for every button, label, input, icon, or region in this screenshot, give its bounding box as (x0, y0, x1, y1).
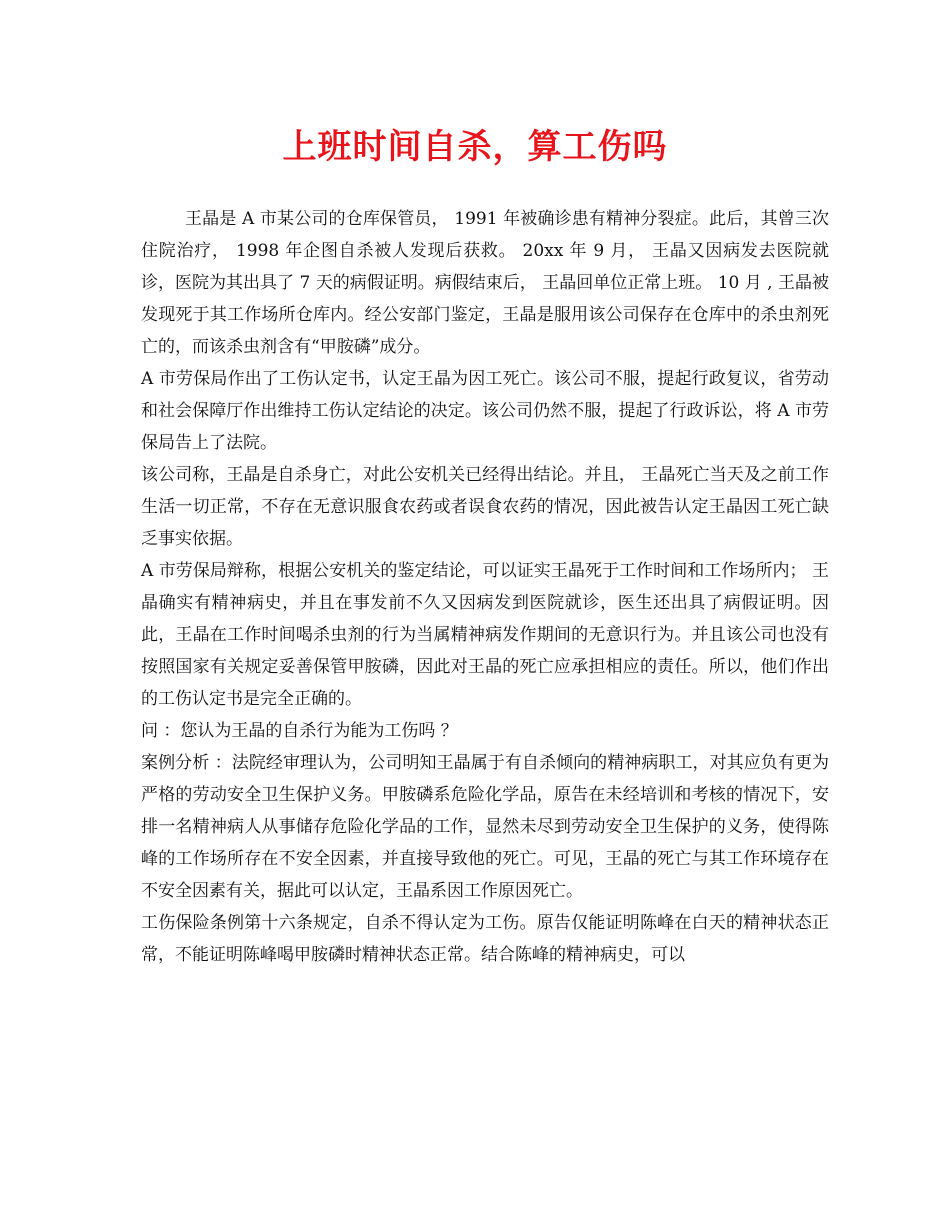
paragraph-4: A 市劳保局辩称，根据公安机关的鉴定结论，可以证实王晶死于工作时间和工作场所内； 王晶确实有精神病史，并且在事发前不久又因病发到医院就诊，医生还出具了病假证明。因此，王晶在工作时间喝杀虫剂的行为当属精神病发作期间的无意识行为。并且该公司也没有按照国家有关规定妥善保管甲胺磷，因此对王晶的死亡应承担相应的责任。所以，他们作出的工伤认定书是完全正确的。 (141, 561, 829, 709)
paragraph-3: 该公司称，王晶是自杀身亡，对此公安机关已经得出结论。并且， 王晶死亡当天及之前工作生活一切正常，不存在无意识服食农药或者误食农药的情况，因此被告认定王晶因工死亡缺乏事实依据。 (141, 465, 829, 549)
paragraph-2: A 市劳保局作出了工伤认定书，认定王晶为因工死亡。该公司不服，提起行政复议，省劳动和社会保障厅作出维持工伤认定结论的决定。该公司仍然不服，提起了行政诉讼，将 A 市劳保局告上了法院。 (141, 369, 829, 453)
document-body (141, 203, 829, 971)
question-paragraph: 问 ：您认为王晶的自杀行为能为工伤吗 ？ (141, 721, 458, 741)
document-title: 上班时间自杀，算工伤吗 (282, 127, 668, 167)
case-analysis-paragraph: 案例分析 ：法院经审理认为，公司明知王晶属于有自杀倾向的精神病职工，对其应负有更为严格的劳动安全卫生保护义务。甲胺磷系危险化学品，原告在未经培训和考核的情况下，安排一名精神病人从事储存危险化学品的工作，显然未尽到劳动安全卫生保护的义务，使得陈峰的工作场所存在不安全因素，并直接导致他的死亡。可见，王晶的死亡与其工作环境存在不安全因素有关，据此可以认定，王晶系因工作原因死亡。 (141, 753, 829, 901)
paragraph-1: 王晶是 A 市某公司的仓库保管员， 1991 年被确诊患有精神分裂症。此后，其曾三次住院治疗， 1998 年企图自杀被人发现后获救。 20xx 年 9 月， 王晶又因病发去医院就诊，医院为其出具了 7 天的病假证明。病假结束后， 王晶回单位正常上班。 10 月 , 王晶被发现死于其工作场所仓库内。经公安部门鉴定，王晶是服用该公司保存在仓库中的杀虫剂死亡的，而该杀虫剂含有“甲胺磷”成分。 (141, 209, 829, 357)
regulation-paragraph: 工伤保险条例第十六条规定，自杀不得认定为工伤。原告仅能证明陈峰在白天的精神状态正常，不能证明陈峰喝甲胺磷时精神状态正常。结合陈峰的精神病史，可以 (141, 913, 829, 965)
